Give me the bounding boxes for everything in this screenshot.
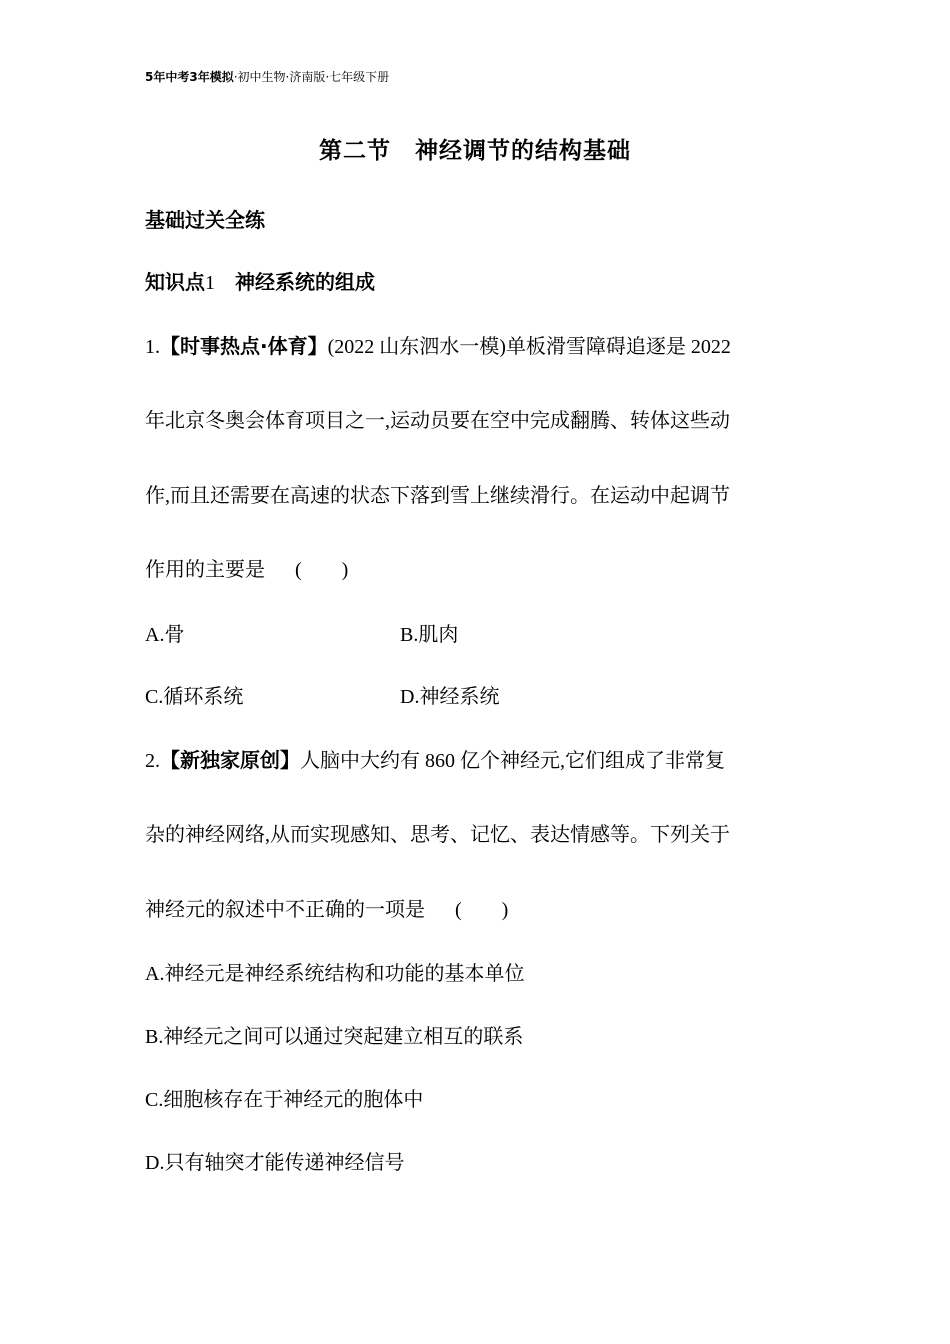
question-1-text-4: 作用的主要是 <box>145 559 265 581</box>
question-2-option-a: A.神经元是神经系统结构和功能的基本单位 <box>145 963 525 985</box>
question-1-answer-paren: ( ) <box>295 559 349 581</box>
question-1-number: 1. <box>145 336 160 358</box>
question-1-tag: 【时事热点·体育】 <box>160 334 328 358</box>
knowledge-point-heading <box>145 266 375 295</box>
kp-number: 1 <box>205 272 215 294</box>
question-1-option-c: C.循环系统 <box>145 686 244 708</box>
kp-topic: 神经系统的组成 <box>235 270 375 294</box>
kp-label: 知识点 <box>145 270 205 294</box>
question-2-option-b: B.神经元之间可以通过突起建立相互的联系 <box>145 1026 524 1048</box>
question-2-answer-paren: ( ) <box>455 899 509 921</box>
question-2-tag: 【新独家原创】 <box>160 748 300 772</box>
question-2-text-3: 神经元的叙述中不正确的一项是 <box>145 899 425 921</box>
question-2-text-1: 人脑中大约有 860 亿个神经元,它们组成了非常复 <box>300 750 725 772</box>
question-2-option-d: D.只有轴突才能传递神经信号 <box>145 1152 405 1174</box>
question-1-option-a: A.骨 <box>145 624 185 646</box>
question-1-line-3: 作,而且还需要在高速的状态下落到雪上继续滑行。在运动中起调节 <box>145 485 730 507</box>
question-2-number: 2. <box>145 750 160 772</box>
question-1-option-d: D.神经系统 <box>400 686 500 708</box>
question-1-text-1: 单板滑雪障碍追逐是 2022 <box>505 336 731 358</box>
running-header <box>145 68 389 85</box>
question-1-source: (2022 山东泗水一模) <box>327 336 506 358</box>
page-title: 第二节 神经调节的结构基础 <box>319 138 631 164</box>
header-info: ·初中生物·济南版·七年级下册 <box>233 70 390 84</box>
question-2-option-c: C.细胞核存在于神经元的胞体中 <box>145 1089 424 1111</box>
question-2-line-3 <box>145 893 508 922</box>
question-1-line-4 <box>145 553 348 582</box>
question-2-line-1 <box>145 744 725 773</box>
section-heading: 基础过关全练 <box>145 208 265 232</box>
question-1-option-b: B.肌肉 <box>400 624 459 646</box>
header-brand: 5年中考3年模拟 <box>145 70 234 84</box>
question-1-line-2: 年北京冬奥会体育项目之一,运动员要在空中完成翻腾、转体这些动 <box>145 410 730 432</box>
question-2-line-2: 杂的神经网络,从而实现感知、思考、记忆、表达情感等。下列关于 <box>145 824 730 846</box>
question-1-line-1 <box>145 330 731 359</box>
